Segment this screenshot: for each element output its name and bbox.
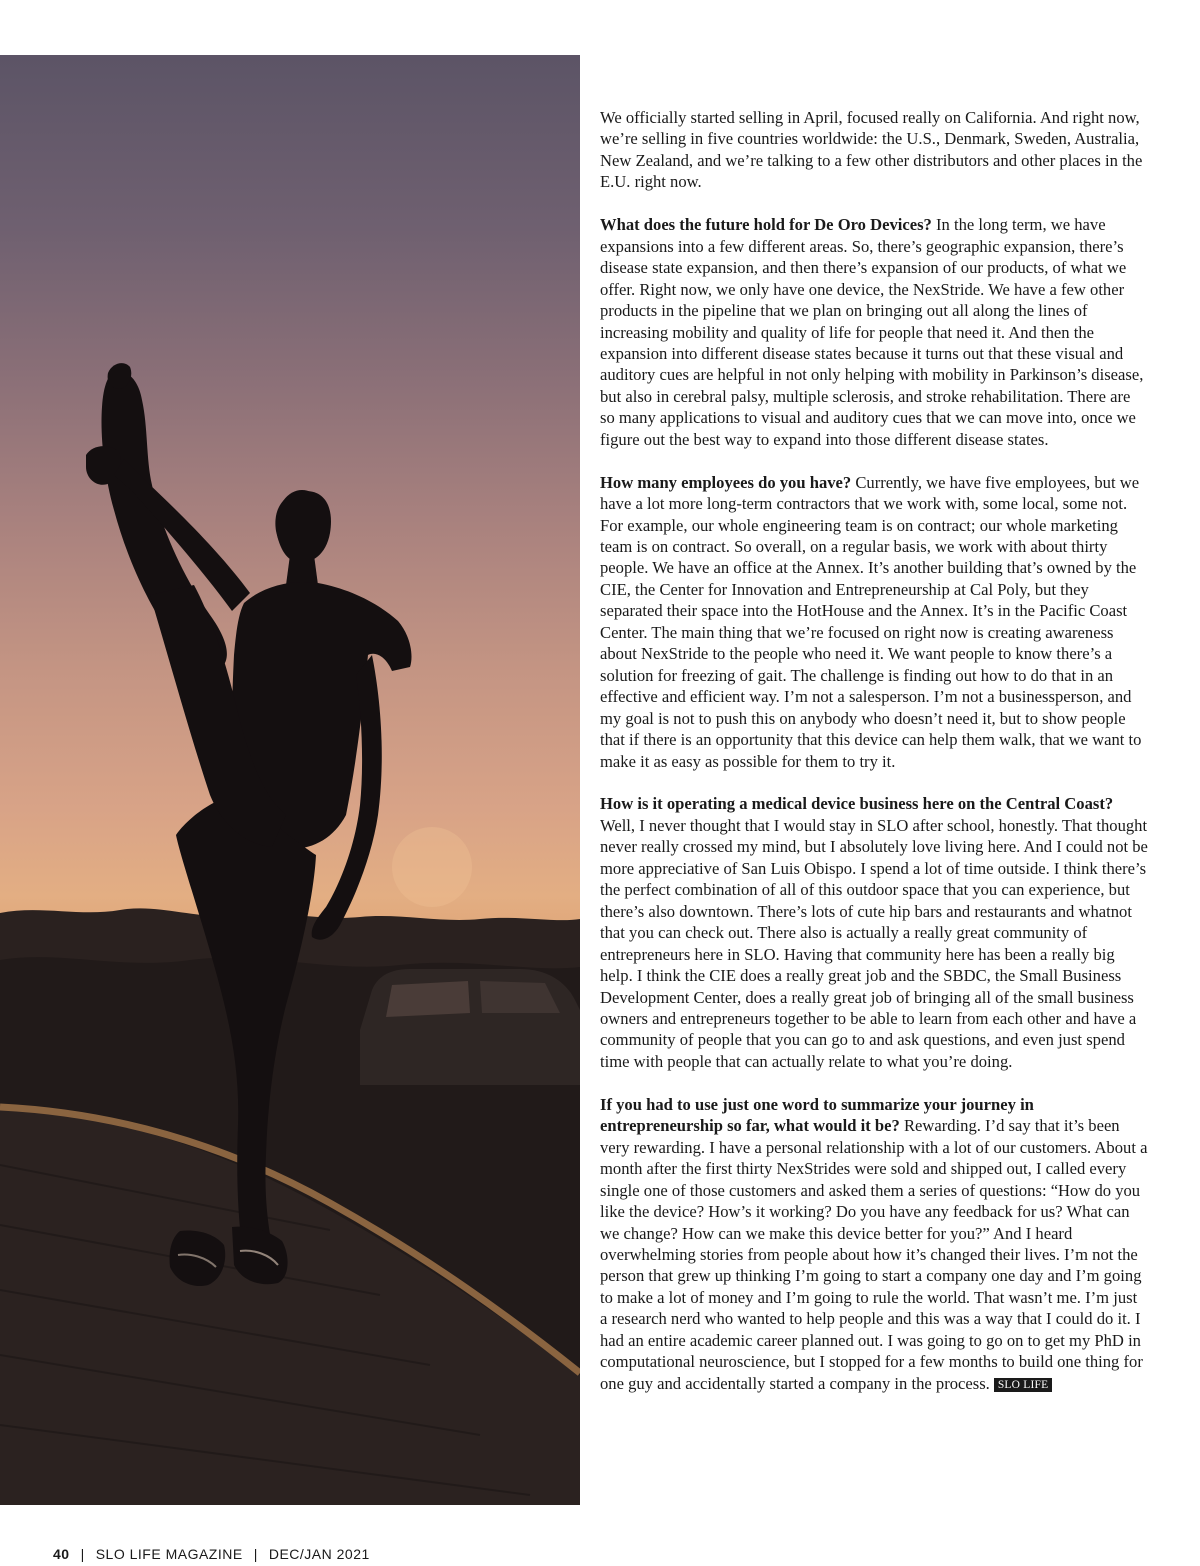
issue-date: DEC/JAN 2021 — [268, 1546, 370, 1562]
article-body — [600, 107, 1148, 1416]
end-mark-logo: SLO LIFE — [994, 1378, 1052, 1392]
footer-divider: | — [80, 1546, 85, 1562]
answer-one-word: Rewarding. I’d say that it’s been very rewarding. I have a personal relationship with a lot of our customers. About a month after the first thirty NexStrides were sold and shipped out, I called every single one of those customers and asked them a series of questions: “How do you like the device? How’s it working? Do you have any feedback for us? What can we change? How can we make this device better for you?” And I heard overwhelming stories from people about how it’s changed their lives. I’m not the person that grew up thinking I’m going to start a company one day and I’m going to make a lot of money and I’m going to rule the world. That wasn’t me. I’m just a research nerd who wanted to help people and this was a way that I could do it. I had an entire academic career planned out. I was going to go on to get my PhD in computational neuroscience, but I stopped for a few months to build one thing for one guy and accidentally started a company in the process. — [600, 1116, 1148, 1393]
answer-employees: Currently, we have five employees, but we have a lot more long-term contractors that we work with, some local, some not. For example, our whole engineering team is on contract; our whole marketing team is on contract. So overall, on a regular basis, we work with about thirty people. We have an office at the Annex. It’s another building that’s owned by the CIE, the Center for Innovation and Entrepreneurship at Cal Poly, but they separated their space into the HotHouse and the Annex. It’s in the Pacific Coast Center. The main thing that we’re focused on right now is creating awareness about NexStride to the people who need it. We want people to know there’s a solution for freezing of gait. The challenge is finding out how to do that in an effective and efficient way. I’m not a salesperson. I’m not a businessperson, and my goal is not to push this on anybody who doesn’t need it, but to show people that if there is an opportunity that this device can help them walk, that we want to make it as easy as possible for them to try it. — [600, 472, 1142, 771]
qa-one-word — [600, 1094, 1148, 1394]
silhouette-photo — [0, 55, 580, 1505]
question-central-coast: How is it operating a medical device business here on the Central Coast? — [600, 794, 1114, 814]
page-footer — [53, 1546, 370, 1566]
answer-central-coast: Well, I never thought that I would stay in SLO after school, honestly. That thought never really crossed my mind, but I absolutely love living here. And I could not be more appreciative of San Luis Obispo. I spend a lot of time outside. I think there’s the perfect combination of all of this outdoor space that you can experience, but there’s also downtown. There’s lots of cute hip bars and restaurants and whatnot that you can check out. There also is actually a really great community of entrepreneurs here in SLO. Having that community here has been a really big help. I think the CIE does a really great job and the SBDC, the Small Business Development Center, does a really great job of bringing all of the small business owners and entrepreneurs together to be able to learn from each other and have a community of people that you can go to and ask questions, and even just spend time with people that can actually relate to what you’re doing. — [600, 815, 1148, 1071]
qa-employees — [600, 472, 1148, 772]
magazine-name: SLO LIFE MAGAZINE — [95, 1546, 243, 1562]
answer-future: In the long term, we have expansions into a few different areas. So, there’s geographic expansion, there’s disease state expansion, and then there’s expansion of our products, of what we offer. Right now, we only have one device, the NexStride. We have a few other products in the pipeline that we plan on bringing out all along the lines of increasing mobility and quality of life for people that need it. And then the expansion into different disease states because it turns out that these visual and auditory cues are helpful in not only helping with mobility in Parkinson’s disease, but also in cerebral palsy, multiple sclerosis, and stroke rehabilitation. There are so many applications to visual and auditory cues that we can move into, once we figure out the best way to expand into those different disease states. — [600, 215, 1144, 449]
paragraph-intro — [600, 107, 1148, 193]
question-employees: How many employees do you have? — [600, 472, 852, 492]
paragraph-intro-text: We officially started selling in April, focused really on California. And right now, we’re selling in five countries worldwide: the U.S., Denmark, Sweden, Australia, New Zealand, and we’re talking to a few other distributors and other places in the E.U. right now. — [600, 108, 1143, 192]
qa-central-coast — [600, 793, 1148, 1072]
qa-future — [600, 214, 1148, 450]
footer-divider: | — [253, 1546, 258, 1562]
sunset-silhouette-illustration — [0, 55, 580, 1505]
page-number: 40 — [53, 1546, 70, 1562]
question-future: What does the future hold for De Oro Devices? — [600, 215, 932, 235]
question-one-word: If you had to use just one word to summarize your journey in entrepreneurship so far, what would it be? — [600, 1094, 1034, 1136]
